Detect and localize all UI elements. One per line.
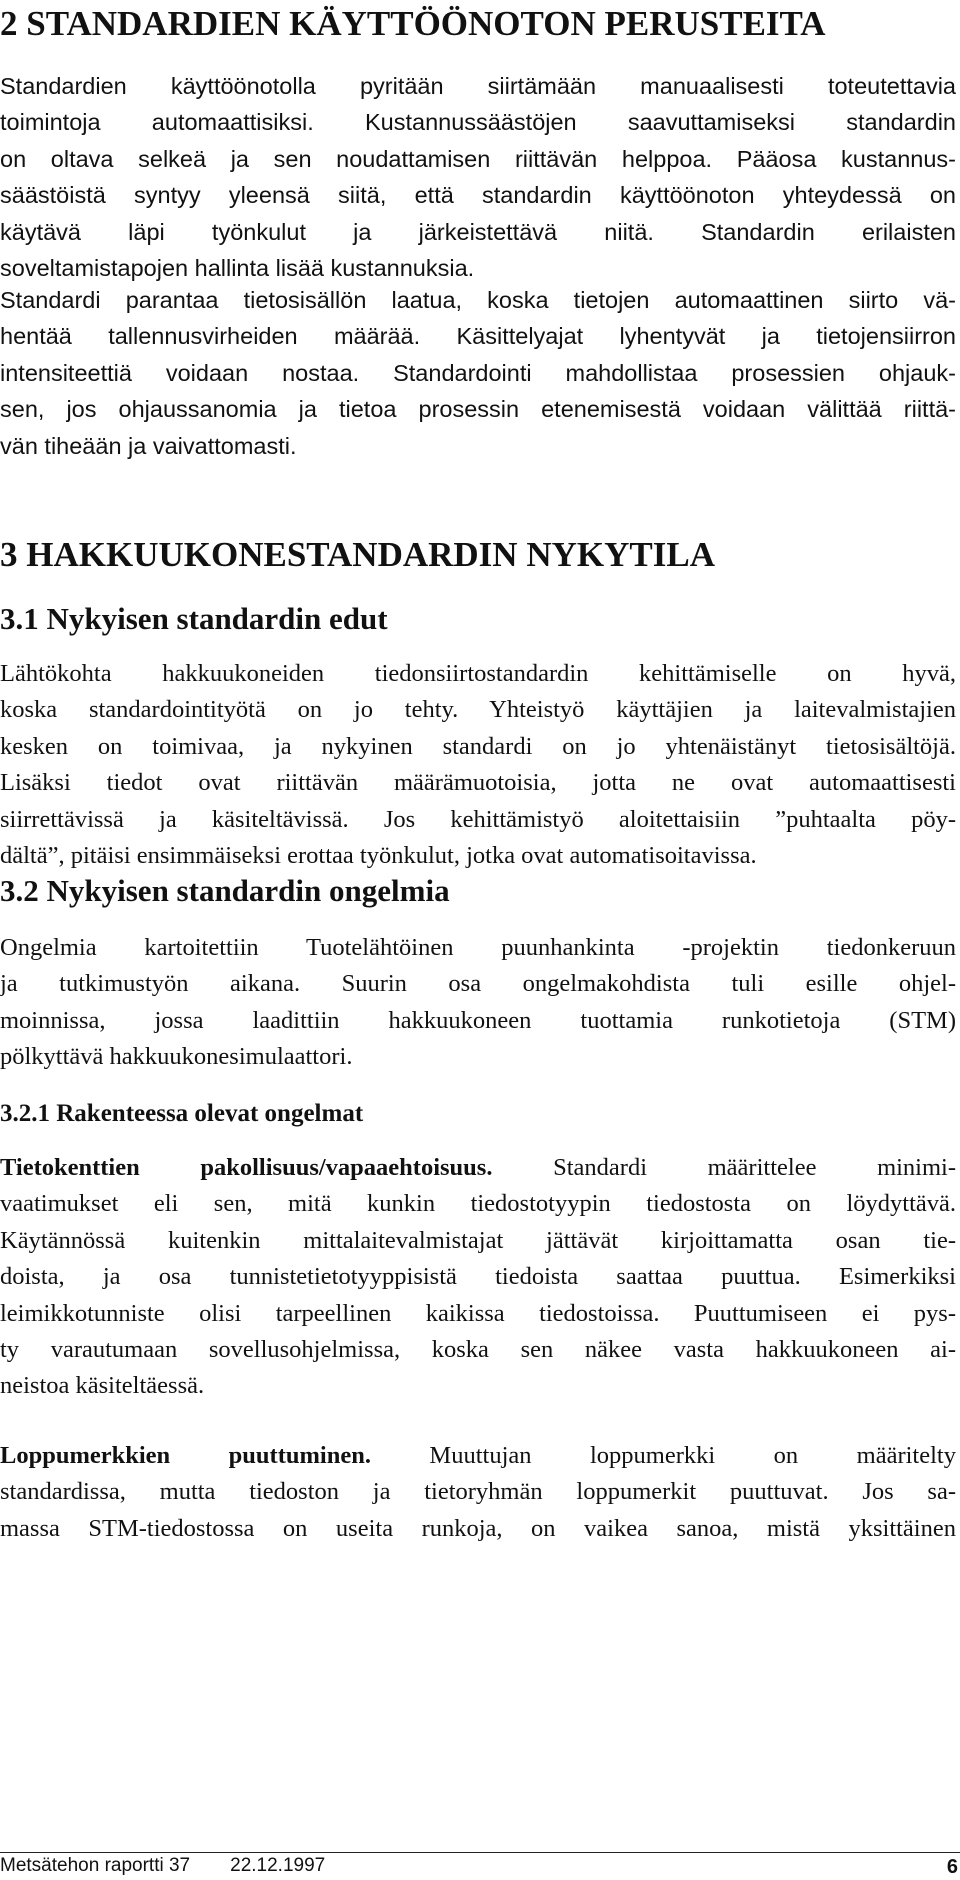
section-2-paragraph-2 — [0, 282, 956, 464]
text-line — [0, 1438, 956, 1474]
subsection-3-1-heading: 3.1 Nykyisen standardin edut — [0, 601, 388, 636]
footer-divider — [0, 1852, 960, 1853]
text-line: Standardi parantaa tietosisällön laatua, koska tietojen automaattinen siirto vä- — [0, 287, 956, 313]
text-line: massa STM-tiedostossa on useita runkoja, on vaikea sanoa, mistä yksittäinen — [0, 1514, 956, 1542]
text-line: sen, jos ohjaussanomia ja tietoa prosessin etenemisestä voidaan välittää riittä- — [0, 396, 956, 423]
text-line: Käytännössä kuitenkin mittalaitevalmistajat jättävät kirjoittamatta osan tie- — [0, 1226, 956, 1254]
footer-report-info — [0, 1855, 325, 1877]
issue-title: Tietokenttien pakollisuus/vapaaehtoisuus. — [0, 1154, 493, 1181]
text-line: soveltamistapojen hallinta lisää kustannuksia. — [0, 254, 475, 281]
issue-title: Loppumerkkien puuttuminen. — [0, 1442, 371, 1469]
issue-missing-end-markers — [0, 1438, 956, 1547]
text-line: ty varautumaan sovellusohjelmissa, koska sen näkee vasta hakkuukoneen ai- — [0, 1335, 956, 1363]
issue-text: Standardi määrittelee minimi- — [492, 1154, 957, 1181]
text-line: vaatimukset eli sen, mitä kunkin tiedostotyypin tiedostosta on löydyttävä. — [0, 1190, 956, 1218]
text-line: toimintoja automaattisiksi. Kustannussäästöjen saavuttamiseksi standardin — [0, 109, 956, 136]
text-line: Lähtökohta hakkuukoneiden tiedonsiirtostandardin kehittämiselle on hyvä, — [0, 660, 956, 687]
text-line: neistoa käsiteltäessä. — [0, 1372, 205, 1400]
text-line: standardissa, mutta tiedoston ja tietoryhmän loppumerkit puuttuvat. Jos sa- — [0, 1478, 956, 1506]
text-line — [0, 1150, 956, 1186]
section-3-heading: 3 HAKKUUKONESTANDARDIN NYKYTILA — [0, 535, 715, 574]
issue-text: Muuttujan loppumerkki on määritelty — [370, 1442, 956, 1469]
text-line: käytävä läpi työnkulut ja järkeistettävä niitä. Standardin erilaisten — [0, 218, 956, 245]
text-line: Ongelmia kartoitettiin Tuotelähtöinen puunhankinta -projektin tiedonkeruun — [0, 934, 956, 961]
text-line: on oltava selkeä ja sen noudattamisen riittävän helppoa. Pääosa kustannus- — [0, 145, 956, 172]
footer-report-title: Metsätehon raportti 37 — [0, 1855, 191, 1876]
text-line: intensiteettiä voidaan nostaa. Standardointi mahdollistaa prosessien ohjauk- — [0, 359, 956, 386]
text-line: hentää tallennusvirheiden määrää. Käsittelyajat lyhentyvät ja tietojensiirron — [0, 323, 956, 350]
text-line: leimikkotunniste olisi tarpeellinen kaikissa tiedostoissa. Puuttumiseen ei pys- — [0, 1299, 956, 1327]
footer-date: 22.12.1997 — [230, 1855, 326, 1876]
subsection-3-2-1-heading: 3.2.1 Rakenteessa olevat ongelmat — [0, 1100, 364, 1127]
text-line: säästöistä syntyy yleensä siitä, että standardin käyttöönoton yhteydessä on — [0, 182, 956, 209]
subsection-3-2-paragraph — [0, 930, 956, 1076]
text-line: doista, ja osa tunnistetietotyyppisistä tiedoista saattaa puuttua. Esimerkiksi — [0, 1263, 956, 1291]
section-2-paragraph-1 — [0, 68, 956, 286]
text-line: koska standardointityötä on jo tehty. Yhteistyö käyttäjien ja laitevalmistajien — [0, 696, 956, 724]
subsection-3-1-paragraph — [0, 656, 956, 874]
text-line: moinnissa, jossa laadittiin hakkuukoneen tuottamia runkotietoja (STM) — [0, 1006, 956, 1034]
text-line: kesken on toimivaa, ja nykyinen standardi on jo yhtenäistänyt tietosisältöjä. — [0, 732, 956, 760]
text-line: Standardien käyttöönotolla pyritään siirtämään manuaalisesti toteutettavia — [0, 73, 956, 99]
subsection-3-2-heading: 3.2 Nykyisen standardin ongelmia — [0, 873, 450, 908]
section-2-heading: 2 STANDARDIEN KÄYTTÖÖNOTON PERUSTEITA — [0, 4, 826, 43]
text-line: pölkyttävä hakkuukonesimulaattori. — [0, 1043, 353, 1071]
text-line: vän tiheään ja vaivattomasti. — [0, 432, 297, 459]
page-number: 6 — [946, 1856, 958, 1878]
text-line: Lisäksi tiedot ovat riittävän määrämuotoisia, jotta ne ovat automaattisesti — [0, 769, 956, 797]
text-line: siirrettävissä ja käsiteltävissä. Jos kehittämistyö aloitettaisiin ”puhtaalta pöy- — [0, 805, 956, 833]
text-line: dältä”, pitäisi ensimmäiseksi erottaa työnkulut, jotka ovat automatisoitavissa. — [0, 841, 757, 869]
issue-mandatory-fields — [0, 1150, 956, 1405]
text-line: ja tutkimustyön aikana. Suurin osa ongelmakohdista tuli esille ohjel- — [0, 970, 956, 998]
